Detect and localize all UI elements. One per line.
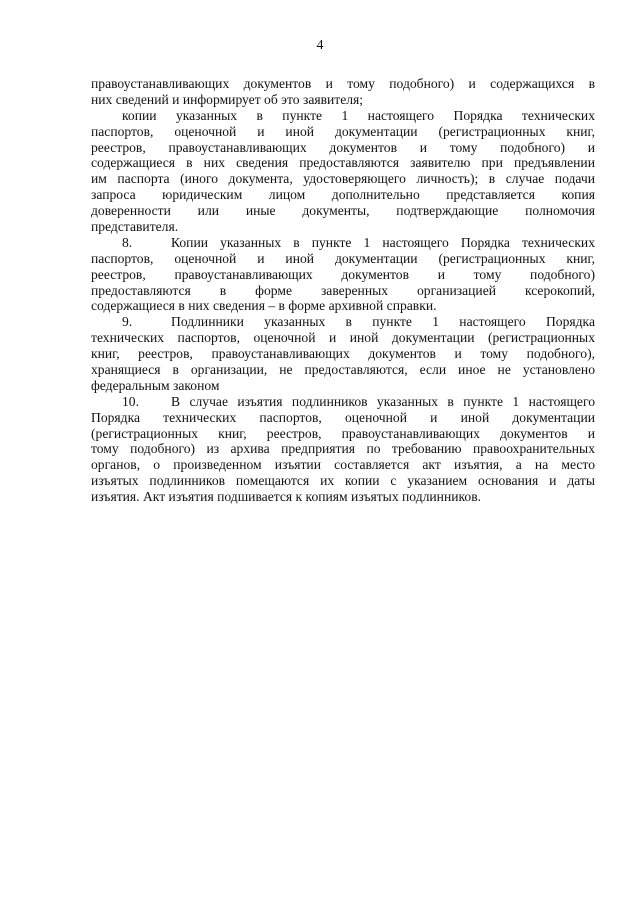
text-line: (регистрационных книг, реестров, правоустанавливающих документов и <box>91 425 595 441</box>
text-line: органов, о произведенном изъятии составляется акт изъятия, а на место <box>91 457 595 473</box>
text-line: копии указанных в пункте 1 настоящего Порядка технических <box>122 107 595 123</box>
text-line: книг, реестров, правоустанавливающих документов и тому подобного), <box>91 346 595 362</box>
item-number-8: 8. <box>122 234 133 250</box>
item-10-first-line <box>91 394 595 410</box>
text-line: федеральным законом <box>91 377 220 393</box>
text-line: реестров, правоустанавливающих документов и тому подобного) и <box>91 139 595 155</box>
text-line: технических паспортов, оценочной и иной документации (регистрационных <box>91 330 595 346</box>
text-line: правоустанавливающих документов и тому подобного) и содержащихся в <box>91 76 595 91</box>
text-line: доверенности или иные документы, подтверждающие полномочия <box>91 203 595 219</box>
item-number-10: 10. <box>122 393 139 409</box>
text-line: них сведений и информирует об это заявителя; <box>91 91 364 107</box>
text-line: паспортов, оценочной и иной документации (регистрационных книг, <box>91 250 595 266</box>
text-line: изъятых подлинников помещаются их копии с указанием основания и даты <box>91 473 595 489</box>
text-line: тому подобного) из архива предприятия по требованию правоохранительных <box>91 441 595 457</box>
item-8-first-line <box>91 235 595 251</box>
page-number: 4 <box>316 38 324 53</box>
text-line: реестров, правоустанавливающих документов и тому подобного) <box>91 266 595 282</box>
text-line: предоставляются в форме заверенных организацией ксерокопий, <box>91 282 595 298</box>
item-9-first-line <box>91 314 595 330</box>
text-line: паспортов, оценочной и иной документации (регистрационных книг, <box>91 123 595 139</box>
item-number-9: 9. <box>122 314 133 330</box>
text-line: В случае изъятия подлинников указанных в пункте 1 настоящего <box>171 393 595 409</box>
text-line: Копии указанных в пункте 1 настоящего Порядка технических <box>171 234 595 250</box>
text-line: хранящиеся в организации, не предоставляются, если иное не установлено <box>91 362 595 378</box>
text-line: запроса юридическим лицом дополнительно представляется копия <box>91 187 595 203</box>
text-line: Подлинники указанных в пункте 1 настоящего Порядка <box>171 314 595 330</box>
text-line: представителя. <box>91 219 179 235</box>
text-line: содержащиеся в них сведения предоставляются заявителю при предъявлении <box>91 155 595 171</box>
text-line: им паспорта (иного документа, удостоверяющего личность); в случае подачи <box>91 171 595 187</box>
text-line: содержащиеся в них сведения – в форме архивной справки. <box>91 298 437 314</box>
text-line: изъятия. Акт изъятия подшивается к копиям изъятых подлинников. <box>91 489 482 505</box>
text-line: Порядка технических паспортов, оценочной и иной документации <box>91 409 595 425</box>
document-body <box>91 76 595 505</box>
